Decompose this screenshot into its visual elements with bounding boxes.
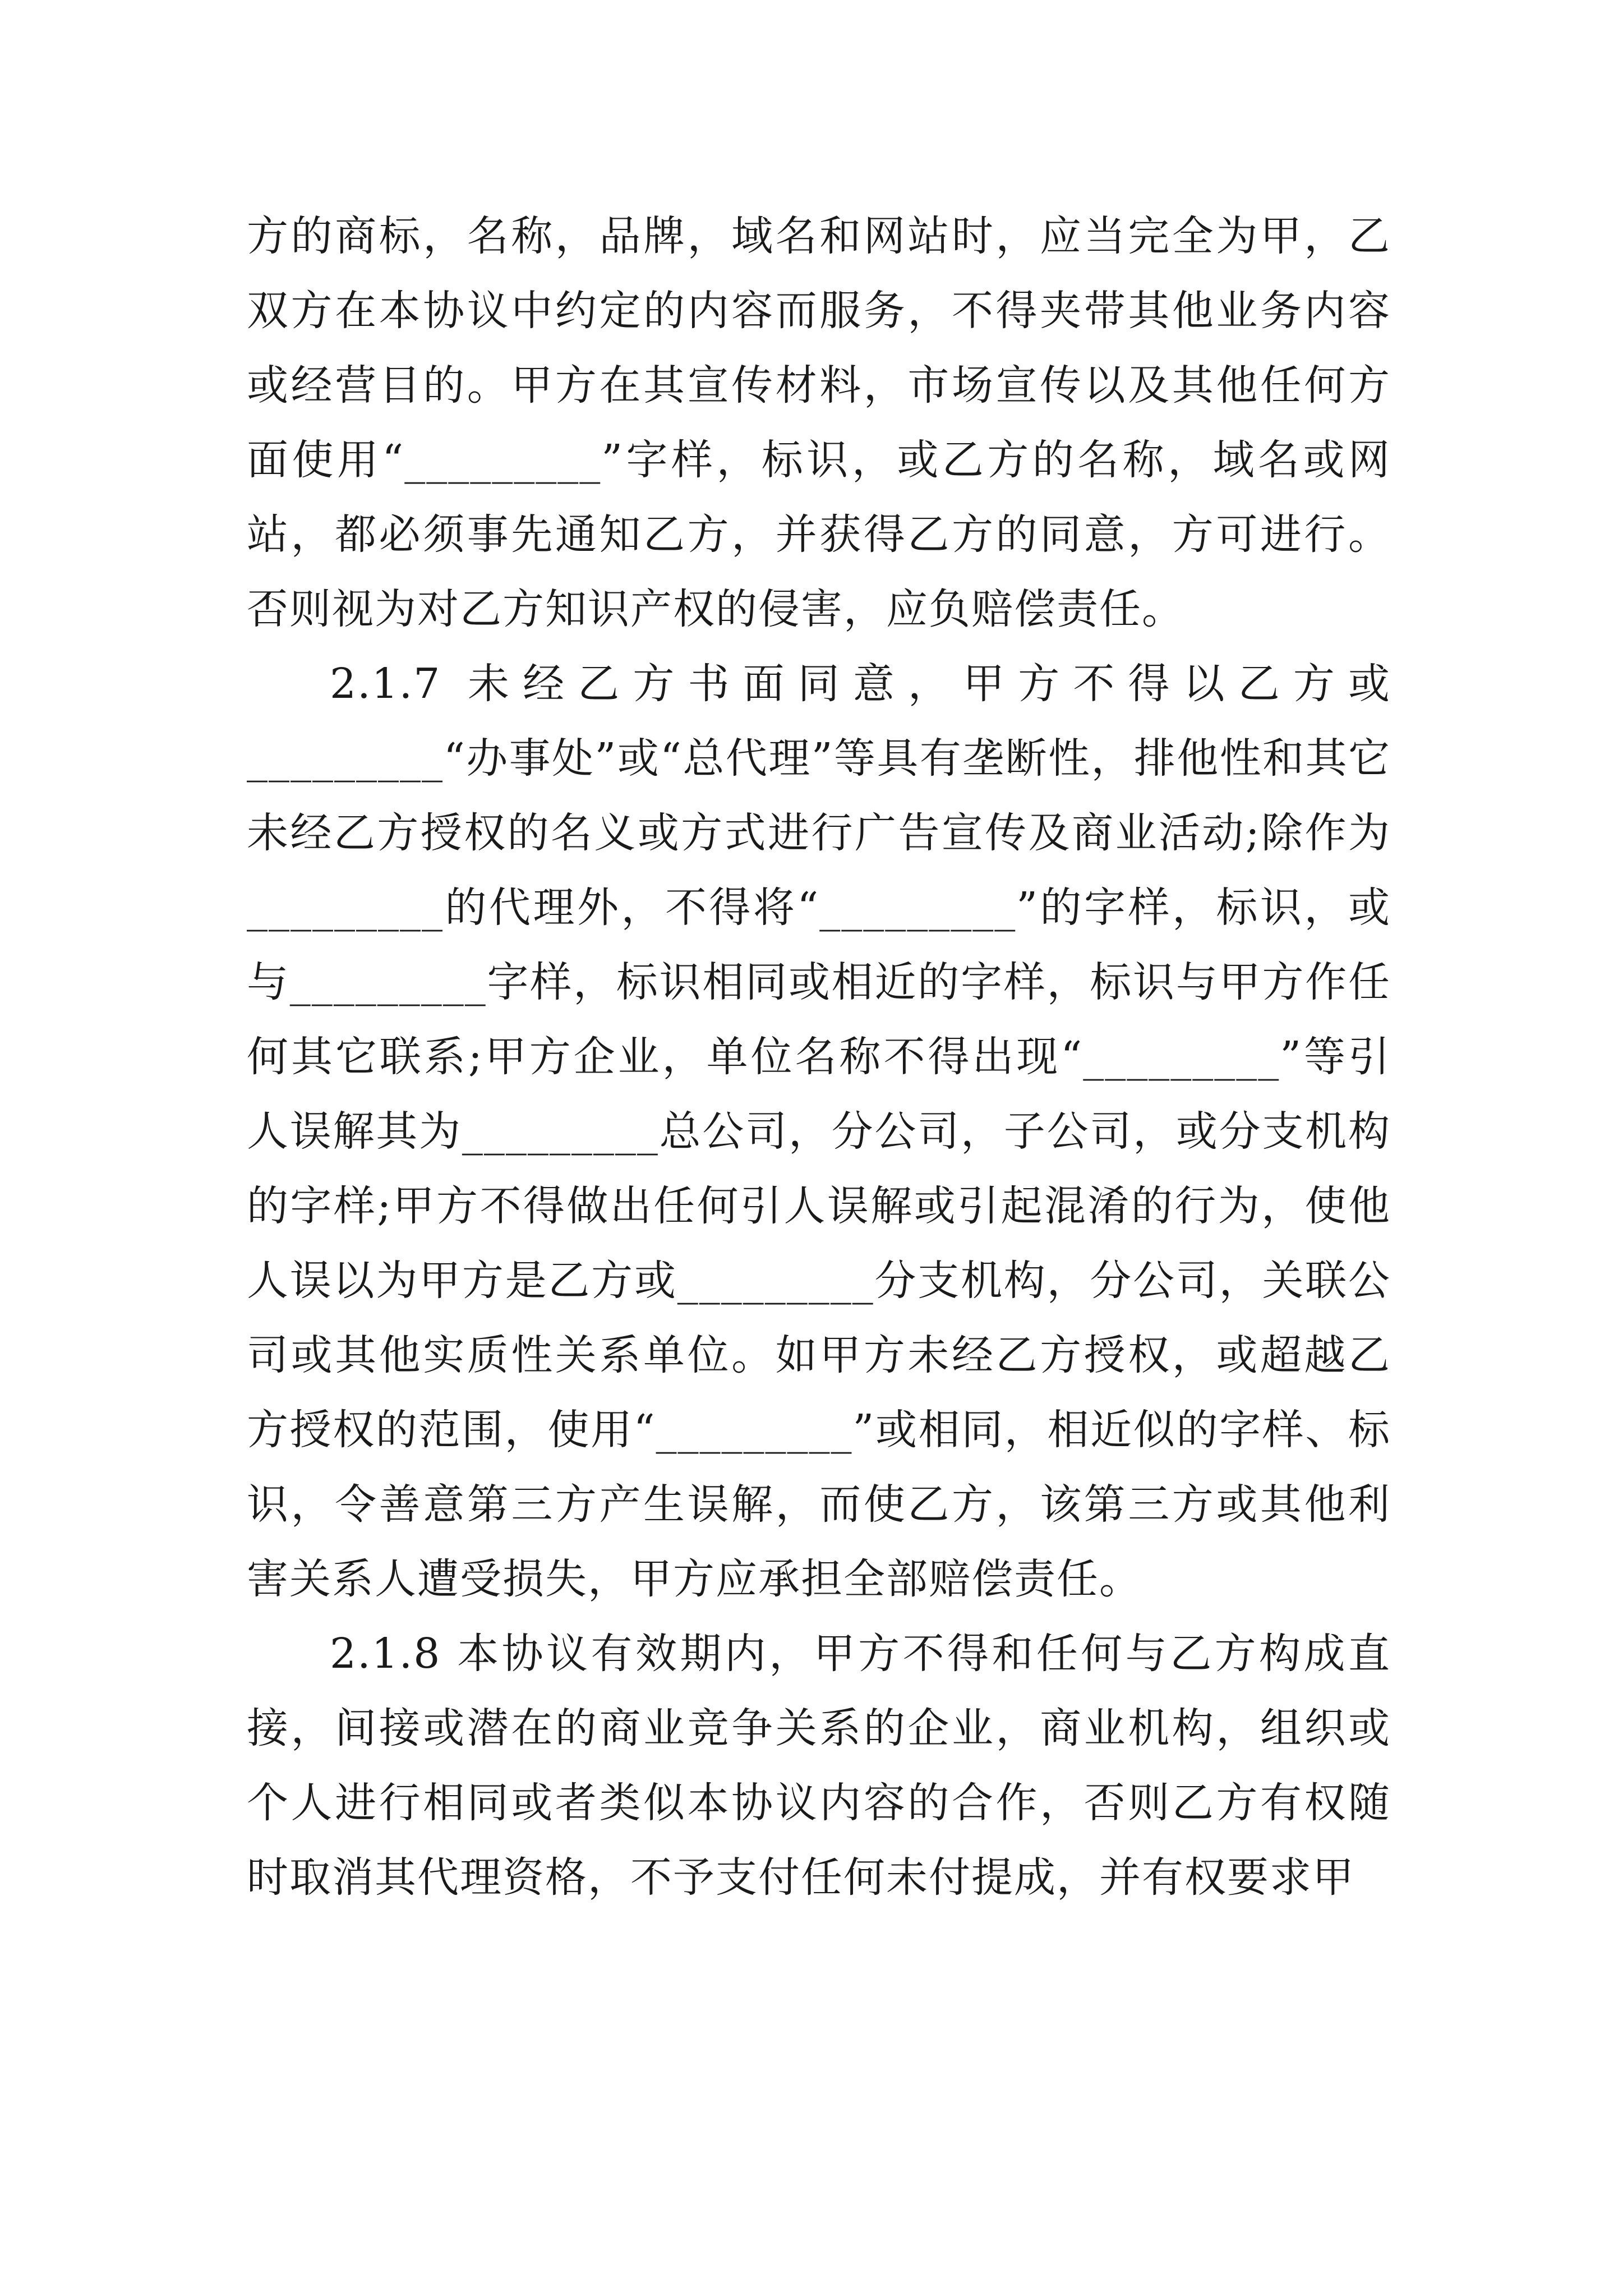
paragraph-clause-2-1-8: 2.1.8 本协议有效期内，甲方不得和任何与乙方构成直接，间接或潜在的商业竞争关系的企业，商业机构，组织或个人进行相同或者类似本协议内容的合作，否则乙方有权随时取消其代理资格，不予支付任何未付提成，并有权要求甲 [247,1630,1391,1902]
body-text [247,199,1391,1915]
paragraph-clause-2-1-7: 2.1.7 未经乙方书面同意，甲方不得以乙方或_________“办事处”或“总代理”等具有垄断性，排他性和其它未经乙方授权的名义或方式进行广告宣传及商业活动;除作为_________的代理外，不得将“_________”的字样，标识，或与_________字样，标识相同或相近的字样，标识与甲方作任何其它联系;甲方企业，单位名称不得出现“_________”等引人误解其为_________总公司，分公司，子公司，或分支机构的字样;甲方不得做出任何引人误解或引起混淆的行为，使他人误以为甲方是乙方或_________分支机构，分公司，关联公司或其他实质性关系单位。如甲方未经乙方授权，或超越乙方授权的范围，使用“_________”或相同，相近似的字样、标识，令善意第三方产生误解，而使乙方，该第三方或其他利害关系人遭受损失，甲方应承担全部赔偿责任。 [247,660,1391,1603]
paragraph-continuation: 方的商标，名称，品牌，域名和网站时，应当完全为甲，乙双方在本协议中约定的内容而服务，不得夹带其他业务内容或经营目的。甲方在其宣传材料，市场宣传以及其他任何方面使用“_________”字样，标识，或乙方的名称，域名或网站，都必须事先通知乙方，并获得乙方的同意，方可进行。否则视为对乙方知识产权的侵害，应负赔偿责任。 [247,212,1391,633]
